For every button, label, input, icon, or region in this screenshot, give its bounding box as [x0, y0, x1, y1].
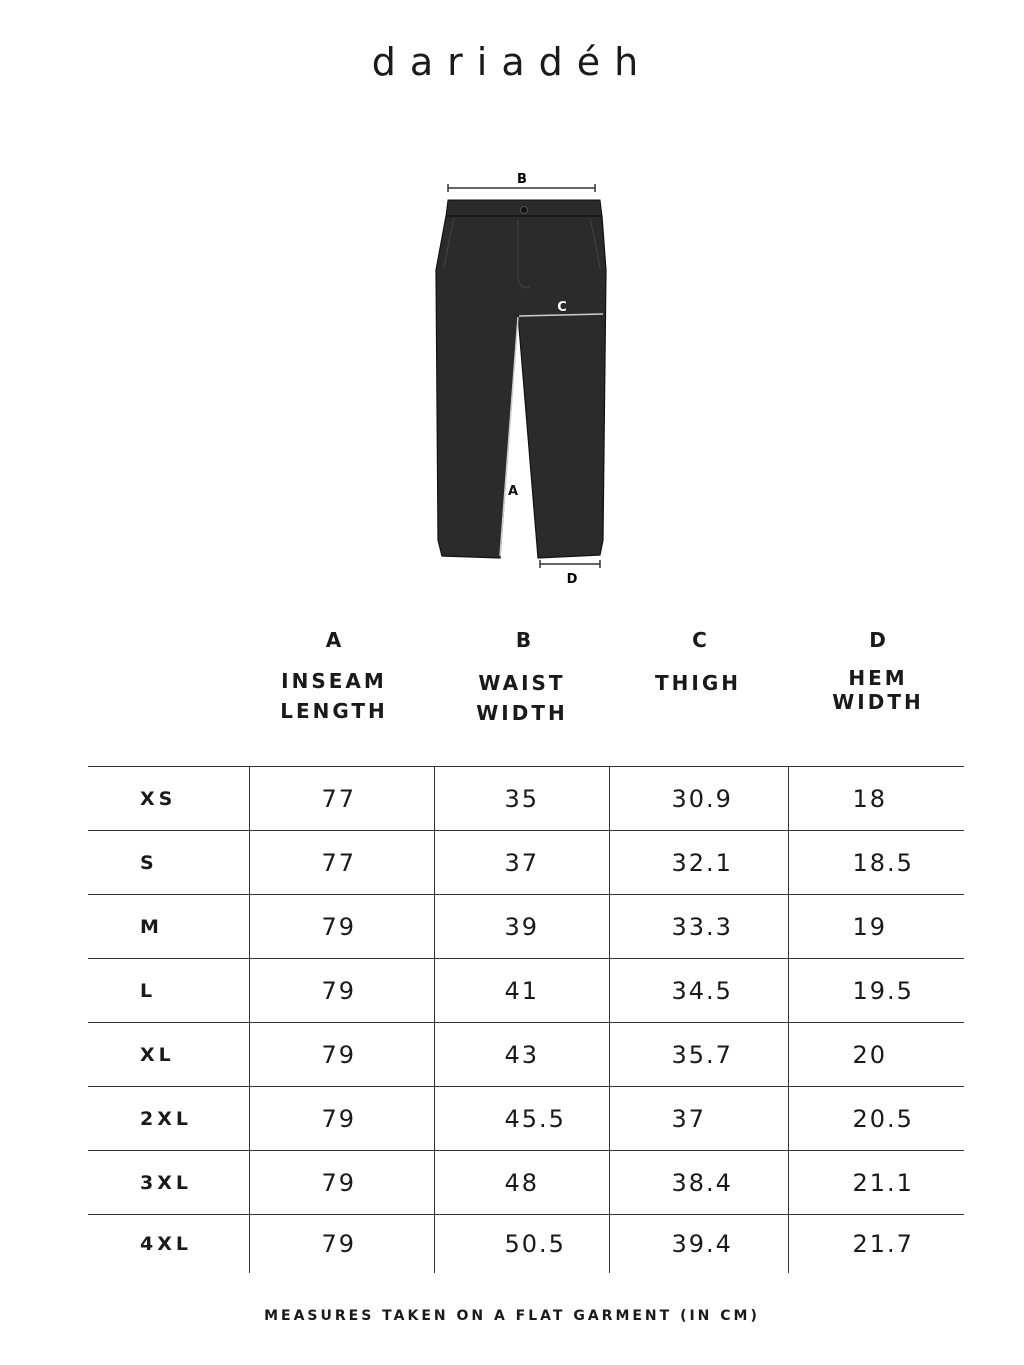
- column-header-line1: HEM: [848, 666, 908, 690]
- thigh-cell: 37: [609, 1087, 788, 1151]
- brand-logo: dariadéh: [371, 40, 653, 84]
- table-row: [88, 1087, 964, 1151]
- thigh-cell: 35.7: [609, 1023, 788, 1087]
- size-cell: 2XL: [88, 1087, 249, 1151]
- table-row: [88, 1215, 964, 1274]
- inseam-cell: 79: [249, 1023, 434, 1087]
- column-header-line2: WIDTH: [832, 690, 924, 714]
- size-chart-table: [88, 766, 964, 1273]
- inseam-cell: 79: [249, 1087, 434, 1151]
- waist-cell: 35: [434, 767, 609, 831]
- waist-cell: 41: [434, 959, 609, 1023]
- diagram-label-d: D: [566, 572, 578, 587]
- hem-cell: 21.1: [788, 1151, 964, 1215]
- hem-cell: 21.7: [788, 1215, 964, 1274]
- footer-note: MEASURES TAKEN ON A FLAT GARMENT (IN CM): [264, 1308, 760, 1324]
- thigh-cell: 30.9: [609, 767, 788, 831]
- waist-cell: 45.5: [434, 1087, 609, 1151]
- size-cell: 4XL: [140, 1233, 192, 1255]
- inseam-cell: 79: [249, 1151, 434, 1215]
- inseam-cell: 79: [249, 895, 434, 959]
- column-header-line1: THIGH: [655, 671, 741, 695]
- table-row: [88, 1151, 964, 1215]
- waist-cell: 50.5: [434, 1215, 609, 1274]
- waist-cell: 43: [434, 1023, 609, 1087]
- column-header-line2: LENGTH: [280, 699, 388, 723]
- table-row: [88, 895, 964, 959]
- inseam-cell: 79: [249, 959, 434, 1023]
- column-letter-c: C: [692, 628, 708, 652]
- size-cell: 3XL: [88, 1151, 249, 1215]
- diagram-label-b: B: [517, 172, 527, 187]
- thigh-cell: 32.1: [609, 831, 788, 895]
- table-row: [88, 1023, 964, 1087]
- column-letter-a: A: [325, 628, 343, 652]
- thigh-cell: 39.4: [609, 1215, 788, 1274]
- waist-cell: 39: [434, 895, 609, 959]
- diagram-label-a: A: [507, 484, 519, 499]
- inseam-cell: 77: [249, 767, 434, 831]
- size-cell: M: [88, 895, 249, 959]
- column-header-line1: WAIST: [478, 671, 566, 695]
- thigh-cell: 34.5: [609, 959, 788, 1023]
- column-letter-b: B: [515, 628, 533, 652]
- column-header-inseam: [264, 666, 404, 726]
- thigh-cell: 38.4: [609, 1151, 788, 1215]
- size-cell: XS: [88, 767, 249, 831]
- column-header-waist: [452, 668, 592, 728]
- hem-cell: 20: [788, 1023, 964, 1087]
- column-header-line2: WIDTH: [476, 701, 568, 725]
- hem-cell: 20.5: [788, 1087, 964, 1151]
- table-row: [88, 767, 964, 831]
- table-row: [88, 831, 964, 895]
- column-header-hem: [808, 666, 948, 714]
- column-header-thigh: [628, 668, 768, 698]
- hem-cell: 18.5: [788, 831, 964, 895]
- hem-cell: 19: [788, 895, 964, 959]
- column-header-line1: INSEAM: [281, 669, 387, 693]
- inseam-cell: 77: [249, 831, 434, 895]
- hem-cell: 19.5: [788, 959, 964, 1023]
- size-cell: L: [88, 959, 249, 1023]
- size-cell: XL: [88, 1023, 249, 1087]
- table-row: [88, 959, 964, 1023]
- diagram-label-c: C: [557, 300, 567, 315]
- inseam-cell: 79: [249, 1215, 434, 1274]
- thigh-cell: 33.3: [609, 895, 788, 959]
- column-letter-d: D: [869, 628, 887, 652]
- size-cell: S: [88, 831, 249, 895]
- pants-diagram: [420, 160, 620, 590]
- waist-cell: 37: [434, 831, 609, 895]
- hem-cell: 18: [788, 767, 964, 831]
- waist-cell: 48: [434, 1151, 609, 1215]
